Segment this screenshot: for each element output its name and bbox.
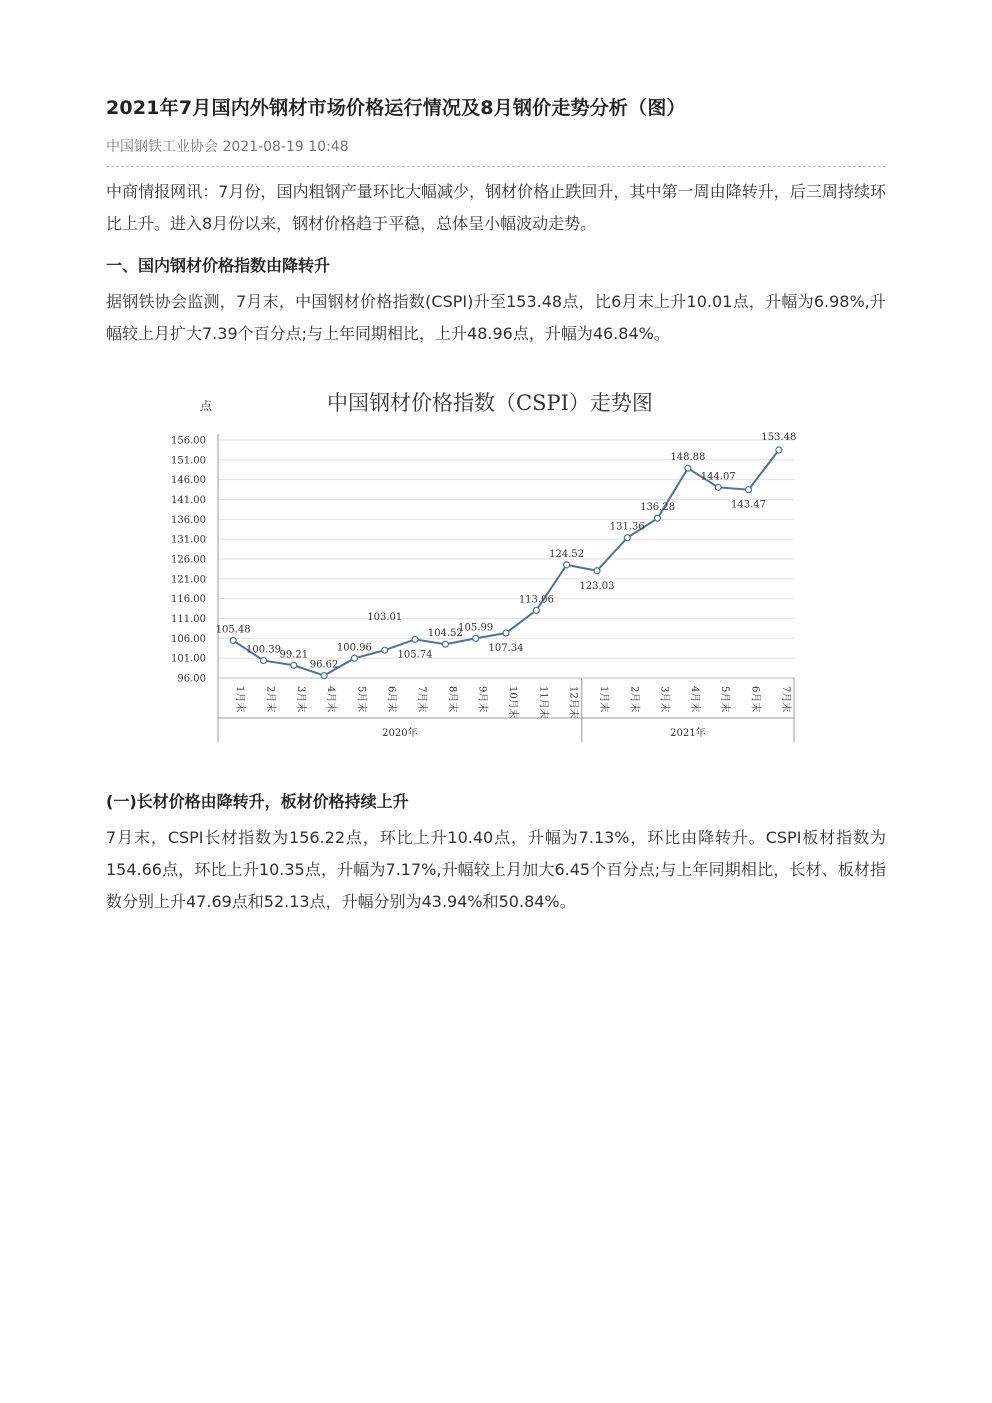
data-point <box>291 662 297 668</box>
y-tick-label: 111.00 <box>171 614 206 625</box>
data-label: 107.34 <box>488 643 524 655</box>
data-label: 148.88 <box>670 452 706 464</box>
data-point <box>624 535 630 541</box>
x-tick-label: 2月末 <box>264 686 276 713</box>
data-point <box>351 655 357 661</box>
data-point <box>564 562 570 568</box>
data-label: 143.47 <box>731 499 767 511</box>
data-label: 100.39 <box>245 644 281 656</box>
chart-title: 中国钢材价格指数（CSPI）走势图 <box>327 391 653 415</box>
y-tick-label: 106.00 <box>171 633 206 645</box>
x-tick-label: 7月末 <box>416 686 428 713</box>
data-point <box>715 484 721 490</box>
x-tick-label: 3月末 <box>658 686 670 713</box>
data-label: 100.96 <box>336 642 372 654</box>
data-label: 105.48 <box>215 624 251 636</box>
x-tick-label: 4月末 <box>325 686 337 713</box>
x-tick-label: 9月末 <box>476 686 488 713</box>
data-label: 131.36 <box>609 521 645 533</box>
data-label: 104.52 <box>427 628 463 640</box>
series-line <box>233 450 779 676</box>
data-label: 136.28 <box>640 502 676 514</box>
data-label: 124.52 <box>549 548 585 560</box>
x-tick-label: 6月末 <box>749 686 761 713</box>
x-tick-label: 12月末 <box>567 686 579 719</box>
y-tick-label: 101.00 <box>171 653 206 665</box>
x-tick-label: 10月末 <box>507 686 518 719</box>
data-label: 105.74 <box>397 649 433 661</box>
y-tick-label: 131.00 <box>171 534 206 546</box>
y-tick-label: 141.00 <box>171 495 206 506</box>
data-point <box>442 641 448 647</box>
intro-paragraph: 中商情报网讯：7月份，国内粗钢产量环比大幅减少，钢材价格止跌回升，其中第一周由降转升，后三周持续环比上升。进入8月份以来，钢材价格趋于平稳，总体呈小幅波动走势。 <box>106 182 886 233</box>
data-label: 105.99 <box>458 622 494 634</box>
x-tick-label: 4月末 <box>688 686 700 713</box>
chart-y-axis <box>171 436 206 685</box>
x-tick-label: 8月末 <box>446 686 458 713</box>
data-point <box>230 637 236 643</box>
x-tick-label: 2月末 <box>628 686 640 713</box>
x-tick-label: 5月末 <box>719 686 731 713</box>
subsection-heading: (一)长材价格由降转升，板材价格持续上升 <box>106 792 409 811</box>
divider <box>106 166 886 167</box>
y-tick-label: 96.00 <box>177 673 206 685</box>
data-point <box>776 447 782 453</box>
article-meta: 中国钢铁工业协会 2021-08-19 10:48 <box>106 139 349 155</box>
data-point <box>382 647 388 653</box>
data-point <box>685 465 691 471</box>
x-tick-label: 11月末 <box>537 686 549 719</box>
y-tick-label: 146.00 <box>171 475 206 487</box>
y-tick-label: 116.00 <box>171 594 206 606</box>
x-tick-label: 1月末 <box>597 686 609 713</box>
data-point <box>594 568 600 574</box>
data-point <box>473 635 479 641</box>
section-paragraph: 据钢铁协会监测，7月末，中国钢材价格指数(CSPI)升至153.48点，比6月末上升10.01点，升幅为6.98%,升幅较上月扩大7.39个百分点;与上年同期相比，上升48.96点，升幅为46.84%。 <box>106 292 886 343</box>
article-title: 2021年7月国内外钢材市场价格运行情况及8月钢价走势分析（图） <box>106 97 686 119</box>
group-label: 2020年 <box>382 728 418 739</box>
y-tick-label: 156.00 <box>171 435 206 447</box>
data-point <box>412 636 418 642</box>
data-label: 99.21 <box>279 649 309 661</box>
x-tick-label: 1月末 <box>234 686 246 713</box>
y-tick-label: 126.00 <box>171 554 206 566</box>
x-tick-label: 3月末 <box>294 686 306 713</box>
data-label: 103.01 <box>367 612 403 624</box>
y-tick-label: 151.00 <box>171 455 206 467</box>
chart-y-unit-label: 点 <box>200 399 213 413</box>
data-point <box>655 515 661 521</box>
data-point <box>260 658 266 664</box>
group-label: 2021年 <box>670 728 706 739</box>
data-point <box>533 607 539 613</box>
cspi-line-chart <box>160 376 820 746</box>
y-tick-label: 121.00 <box>171 574 206 586</box>
data-label: 153.48 <box>761 431 797 443</box>
section-heading: 一、国内钢材价格指数由降转升 <box>106 256 331 275</box>
subsection-paragraph: 7月末，CSPI长材指数为156.22点，环比上升10.40点，升幅为7.13%，环比由降转升。CSPI板材指数为154.66点，环比上升10.35点，升幅为7.17%,升幅较上月加大6.45个百分点;与上年同期相比，长材、板材指数分别上升47.69点和52.13点，升幅分别为43.94%和50.84%。 <box>106 828 886 911</box>
data-label: 144.07 <box>700 471 736 483</box>
data-label: 113.06 <box>518 594 554 606</box>
data-point <box>746 487 752 493</box>
y-tick-label: 136.00 <box>171 514 206 526</box>
data-point <box>321 673 327 679</box>
x-tick-label: 5月末 <box>355 686 367 713</box>
data-label: 96.62 <box>309 659 339 671</box>
data-label: 123.03 <box>579 580 615 592</box>
x-tick-label: 6月末 <box>385 686 397 713</box>
data-point <box>503 630 509 636</box>
x-tick-label: 7月末 <box>779 686 791 713</box>
